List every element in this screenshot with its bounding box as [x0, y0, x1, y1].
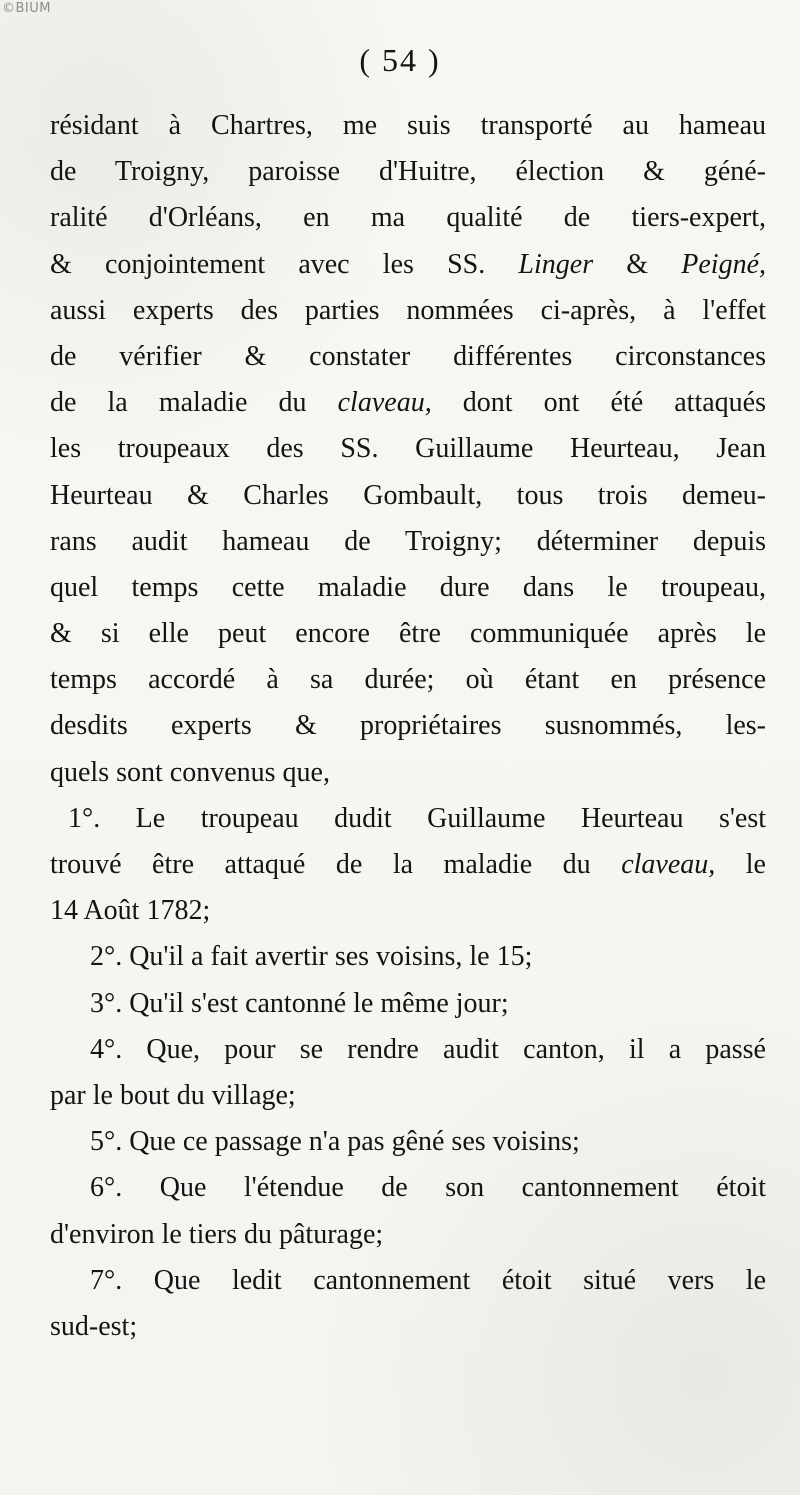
page-number: ( 54 ) [359, 42, 441, 78]
text-line: 2°. Qu'il a fait avertir ses voisins, le 15; [90, 941, 533, 973]
text-line: rans audit hameau de Troigny; déterminer depuis [50, 525, 766, 557]
text-line: 7°. Que ledit cantonnement étoit situé vers le [90, 1264, 766, 1296]
text-line: 5°. Que ce passage n'a pas gêné ses voisins; [90, 1126, 580, 1158]
text-line: 1°. Le troupeau dudit Guillaume Heurteau s'est [68, 802, 766, 834]
text-line: ralité d'Orléans, en ma qualité de tiers-expert, [50, 202, 766, 234]
text-segment: trouvé être attaqué de la maladie du [50, 849, 622, 880]
text-line: sud-est; [50, 1310, 138, 1342]
text-line: & si elle peut encore être communiquée après le [50, 618, 766, 650]
text-line: 14 Août 1782; [50, 895, 211, 927]
text-line: 4°. Que, pour se rendre audit canton, il a passé [90, 1033, 766, 1065]
text-line [50, 242, 766, 288]
italic-term: claveau, [621, 849, 716, 880]
text-segment: & [593, 248, 682, 280]
text-line [50, 842, 766, 888]
text-line: temps accordé à sa durée; où étant en présence [50, 664, 766, 696]
text-line: les troupeaux des SS. Guillaume Heurteau, Jean [50, 433, 766, 465]
text-line: par le bout du village; [50, 1079, 296, 1111]
text-line: 3°. Qu'il s'est cantonné le même jour; [90, 987, 509, 1019]
text-line: de Troigny, paroisse d'Huitre, élection & géné- [50, 156, 766, 188]
text-line: quel temps cette maladie dure dans le troupeau, [50, 571, 766, 603]
text-line: de vérifier & constater différentes circonstances [50, 340, 766, 372]
text-segment: le [715, 849, 766, 880]
text-line: quels sont convenus que, [50, 756, 330, 788]
text-line: desdits experts & propriétaires susnommés, les- [50, 710, 766, 742]
italic-term: claveau, [337, 387, 432, 419]
text-segment: & conjointement avec les SS. [50, 248, 486, 280]
watermark: ©BIUM [2, 1, 51, 16]
text-line: 6°. Que l'étendue de son cantonnement étoit [90, 1172, 766, 1204]
italic-name: Peigné, [681, 248, 767, 280]
text-line [50, 380, 766, 426]
body-text [50, 103, 766, 1350]
text-segment: dont ont été attaqués [431, 387, 766, 419]
text-line: aussi experts des parties nommées ci-après, à l'effet [50, 294, 766, 326]
text-line: résidant à Chartres, me suis transporté au hameau [50, 110, 766, 141]
text-segment: de la maladie du [50, 387, 338, 419]
italic-name: Linger [518, 248, 594, 280]
text-line: d'environ le tiers du pâturage; [50, 1218, 384, 1250]
text-line: Heurteau & Charles Gombault, tous trois demeu- [50, 479, 766, 511]
